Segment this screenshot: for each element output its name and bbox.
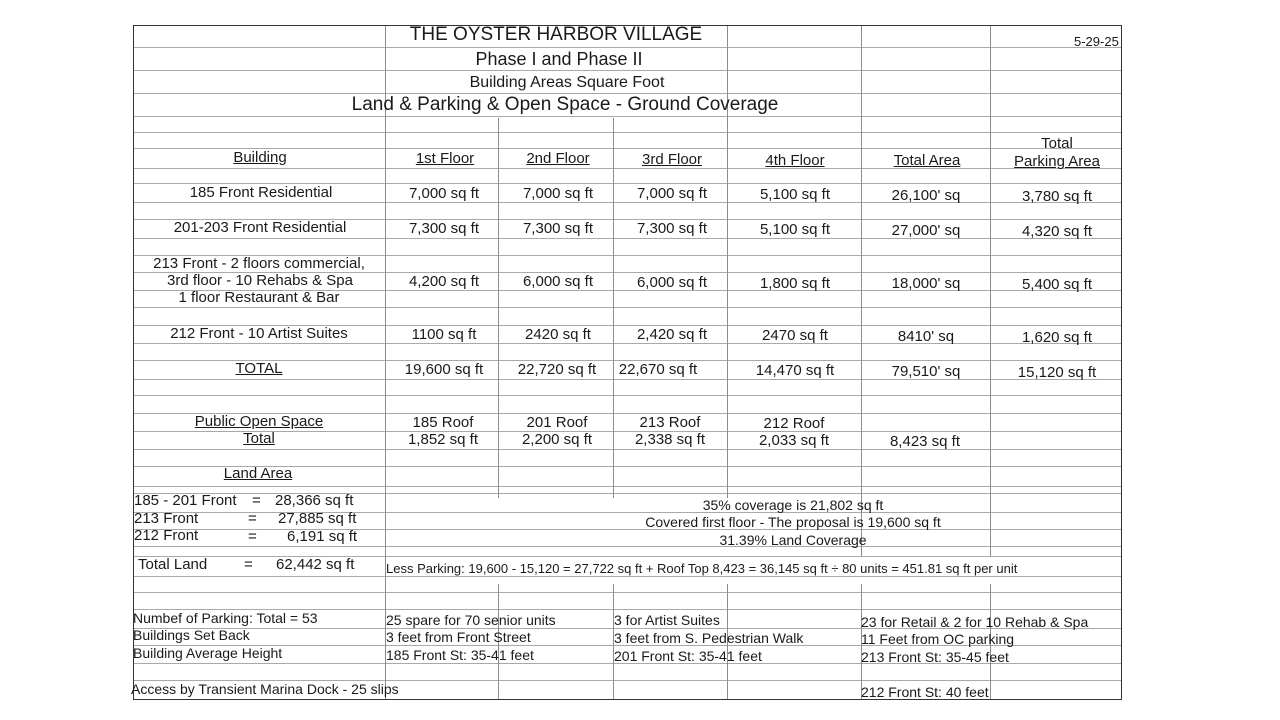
grid-col [385,26,386,699]
roof-name: 212 Roof [763,415,825,432]
grid-line [134,395,1121,396]
row-building: 201-203 Front Residential [173,219,347,236]
header-total-area: Total Area [893,152,961,169]
grid-col [613,118,614,498]
parking-count-label: Numbef of Parking: Total = 53 [133,610,318,626]
header-floor-3: 3rd Floor [641,151,703,168]
parking-retail-rehab: 23 for Retail & 2 for 10 Rehab & Spa [861,614,1089,630]
height-185-front: 185 Front St: 35-41 feet [386,647,534,663]
grid-line [134,449,1121,450]
row-floor-3: 7,000 sq ft [636,185,708,202]
total-land-equals: = [244,556,253,573]
row-floor-4: 5,100 sq ft [759,221,831,238]
row-parking-area: 1,620 sq ft [1021,329,1093,346]
open-space-label: Public Open Space [194,413,324,430]
row-total-area: 18,000' sq [891,275,961,292]
row-floor-1: 7,300 sq ft [408,220,480,237]
header-floor-4: 4th Floor [765,152,825,169]
height-212-front: 212 Front St: 40 feet [861,684,989,700]
row-floor-3: 6,000 sq ft [636,274,708,291]
row-building: 185 Front Residential [189,184,333,201]
total-floor-2: 22,720 sq ft [517,361,597,378]
header-parking-line-1: Total [1041,135,1073,152]
row-floor-3: 2,420 sq ft [636,326,708,343]
total-parking-area: 15,120 sq ft [1017,364,1097,381]
row-floor-1: 7,000 sq ft [408,185,480,202]
total-label: TOTAL [235,360,283,377]
roof-area: 1,852 sq ft [407,431,479,448]
land-item-name: 213 Front [134,510,199,527]
setback-label: Buildings Set Back [133,627,250,643]
row-parking-area: 3,780 sq ft [1021,188,1093,205]
row-floor-1: 4,200 sq ft [408,273,480,290]
grid-col [861,26,862,556]
document-subtitle-3: Land & Parking & Open Space - Ground Coverage [351,94,779,115]
roof-name: 185 Roof [412,414,474,431]
land-item-name: 185 - 201 Front [134,492,237,509]
row-building-line-3: 1 floor Restaurant & Bar [178,289,340,306]
less-parking-calculation: Less Parking: 19,600 - 15,120 = 27,722 sq ft + Roof Top 8,423 = 36,145 sq ft ÷ 80 units = 451.81 sq ft per unit [386,561,1018,576]
row-parking-area: 4,320 sq ft [1021,223,1093,240]
coverage-line-2: Covered first floor - The proposal is 19,600 sq ft [645,514,941,530]
row-floor-4: 1,800 sq ft [759,275,831,292]
grid-line [134,529,1121,530]
row-total-area: 8410' sq [897,328,955,345]
land-item-value: 27,885 sq ft [278,510,357,527]
row-floor-2: 2420 sq ft [525,326,591,343]
roof-name: 201 Roof [526,414,588,431]
grid-line [134,592,1121,593]
grid-line [134,546,1121,547]
land-area-title: Land Area [223,465,293,482]
row-floor-1: 1100 sq ft [411,326,477,343]
row-building-line-2: 3rd floor - 10 Rehabs & Spa [167,272,353,289]
grid-line [134,238,1121,239]
row-floor-2: 7,300 sq ft [522,220,594,237]
document-title: THE OYSTER HARBOR VILLAGE [409,24,703,45]
land-item-equals: = [252,492,261,509]
grid-col [990,26,991,556]
land-item-equals: = [248,528,257,545]
roof-area: 2,033 sq ft [758,432,830,449]
total-floor-1: 19,600 sq ft [404,361,484,378]
marina-access: Access by Transient Marina Dock - 25 slips [131,681,399,697]
grid-line [134,307,1121,308]
header-floor-1: 1st Floor [415,150,475,167]
document-subtitle: Phase I and Phase II [475,49,643,69]
header-parking-line-2: Parking Area [1014,153,1100,170]
total-land-value: 62,442 sq ft [276,556,355,573]
setback-oc-parking: 11 Feet from OC parking [861,631,1015,647]
open-space-total: 8,423 sq ft [889,433,961,450]
grid-col [498,118,499,498]
header-floor-2: 2nd Floor [526,150,590,167]
grid-line [134,202,1121,203]
grid-line [134,379,1121,380]
setback-pedestrian-walk: 3 feet from S. Pedestrian Walk [614,630,804,646]
parking-artist-suites: 3 for Artist Suites [614,612,720,628]
grid-line [134,343,1121,344]
grid-line [134,116,1121,117]
grid-line [134,132,1121,133]
total-land-label: Total Land [138,556,208,573]
coverage-line-3: 31.39% Land Coverage [719,532,867,548]
row-floor-4: 5,100 sq ft [759,186,831,203]
row-floor-2: 7,000 sq ft [522,185,594,202]
document-subtitle-2: Building Areas Square Foot [469,74,665,91]
row-floor-4: 2470 sq ft [762,327,828,344]
grid-line [134,70,1121,71]
roof-name: 213 Roof [639,414,701,431]
land-item-value: 6,191 sq ft [287,528,358,545]
row-building-line-1: 213 Front - 2 floors commercial, [153,255,365,272]
row-floor-3: 7,300 sq ft [636,220,708,237]
row-building: 212 Front - 10 Artist Suites [170,325,348,342]
total-area: 79,510' sq [891,363,961,380]
grid-line [134,431,1121,432]
total-floor-3: 22,670 sq ft [618,361,698,378]
row-total-area: 26,100' sq [891,187,961,204]
coverage-line-1: 35% coverage is 21,802 sq ft [702,497,884,513]
height-201-front: 201 Front St: 35-41 feet [614,648,762,664]
document-date: 5-29-25 [1074,34,1119,49]
land-item-value: 28,366 sq ft [275,492,354,509]
total-floor-4: 14,470 sq ft [755,362,835,379]
row-floor-2: 6,000 sq ft [522,273,594,290]
grid-line [134,168,1121,169]
parking-senior-units: 25 spare for 70 senior units [386,612,556,628]
header-building: Building [233,149,287,166]
roof-area: 2,200 sq ft [521,431,593,448]
setback-front-street: 3 feet from Front Street [386,629,531,645]
land-item-name: 212 Front [134,527,199,544]
grid-line [134,486,1121,487]
land-item-equals: = [248,510,257,527]
roof-area: 2,338 sq ft [634,431,706,448]
open-space-total-label: Total [243,430,275,447]
height-213-front: 213 Front St: 35-45 feet [861,649,1009,665]
row-parking-area: 5,400 sq ft [1021,276,1093,293]
height-label: Building Average Height [133,645,283,661]
row-total-area: 27,000' sq [891,222,961,239]
